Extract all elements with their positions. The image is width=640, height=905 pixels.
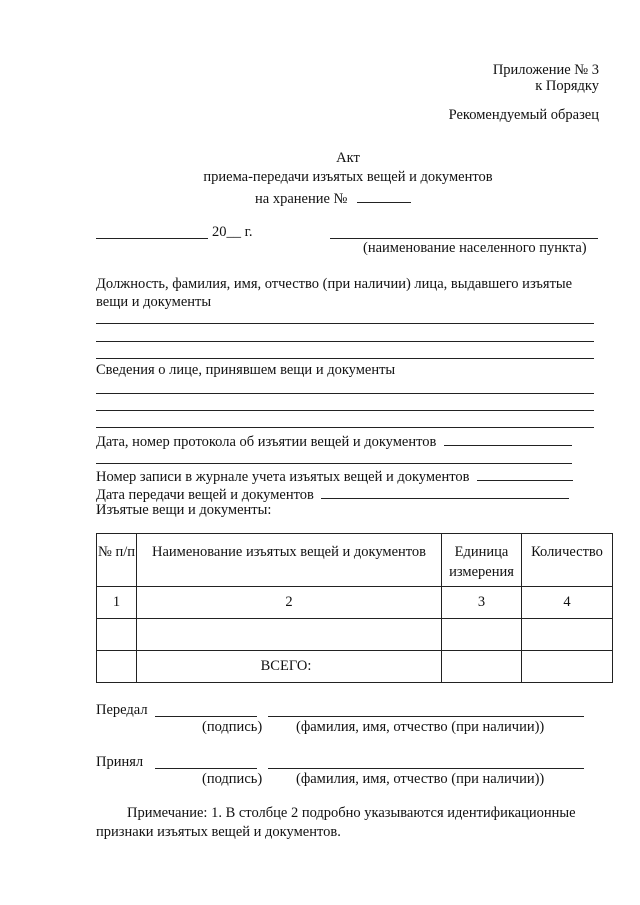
recommended-sample: Рекомендуемый образец xyxy=(448,107,599,123)
day-month-field[interactable] xyxy=(96,238,208,239)
storage-number-label: на хранение № xyxy=(255,191,348,207)
table-row xyxy=(97,587,613,619)
empty-cell xyxy=(97,651,137,683)
appendix-number: Приложение № 3 xyxy=(492,62,599,78)
col-number-2: 2 xyxy=(137,587,442,619)
journal-label xyxy=(96,466,573,486)
handed-sign-caption: (подпись) xyxy=(202,719,263,735)
title-subject: приема-передачи изъятых вещей и документов xyxy=(203,169,493,185)
handed-name-field[interactable] xyxy=(268,716,584,717)
empty-cell[interactable] xyxy=(442,619,522,651)
table-total-row xyxy=(97,651,613,683)
journal-field[interactable] xyxy=(477,466,573,481)
title-act: Акт xyxy=(336,150,360,166)
receiver-field-1[interactable] xyxy=(96,393,594,394)
handed-name-caption: (фамилия, имя, отчество (при наличии)) xyxy=(296,719,545,735)
transfer-date-label xyxy=(96,484,569,504)
items-table xyxy=(96,533,613,683)
received-signature-field[interactable] xyxy=(155,768,257,769)
header-unit: Единица измерения xyxy=(442,534,522,587)
appendix-reference: к Порядку xyxy=(535,78,599,94)
received-sign-caption: (подпись) xyxy=(202,771,263,787)
journal-label-text: Номер записи в журнале учета изъятых вещей и документов xyxy=(96,469,470,485)
received-label: Принял xyxy=(96,754,144,770)
items-label: Изъятые вещи и документы: xyxy=(96,502,272,518)
total-quantity-cell[interactable] xyxy=(522,651,613,683)
issuer-label-line1: Должность, фамилия, имя, отчество (при наличии) лица, выдавшего изъятые xyxy=(96,276,573,292)
year-text: 20__ г. xyxy=(212,224,253,240)
table-row xyxy=(97,619,613,651)
total-label: ВСЕГО: xyxy=(137,651,442,683)
issuer-label-line2: вещи и документы xyxy=(96,294,212,310)
title-storage-number xyxy=(255,188,411,208)
header-number: № п/п xyxy=(97,534,137,587)
total-unit-cell[interactable] xyxy=(442,651,522,683)
received-name-caption: (фамилия, имя, отчество (при наличии)) xyxy=(296,771,545,787)
handed-label: Передал xyxy=(96,702,148,718)
protocol-field-2[interactable] xyxy=(96,463,572,464)
col-number-1: 1 xyxy=(97,587,137,619)
storage-number-field[interactable] xyxy=(357,188,411,203)
protocol-label xyxy=(96,431,572,451)
issuer-field-3[interactable] xyxy=(96,358,594,359)
table-header-row xyxy=(97,534,613,587)
header-quantity: Количество xyxy=(522,534,613,587)
empty-cell[interactable] xyxy=(137,619,442,651)
receiver-field-2[interactable] xyxy=(96,410,594,411)
protocol-field[interactable] xyxy=(444,431,572,446)
col-number-3: 3 xyxy=(442,587,522,619)
transfer-date-label-text: Дата передачи вещей и документов xyxy=(96,487,314,503)
col-number-4: 4 xyxy=(522,587,613,619)
issuer-field-2[interactable] xyxy=(96,341,594,342)
protocol-label-text: Дата, номер протокола об изъятии вещей и документов xyxy=(96,434,437,450)
note-line1: Примечание: 1. В столбце 2 подробно указываются идентификационные xyxy=(127,805,576,821)
place-caption: (наименование населенного пункта) xyxy=(363,240,587,256)
empty-cell[interactable] xyxy=(522,619,613,651)
transfer-date-field[interactable] xyxy=(321,484,569,499)
note-line2: признаки изъятых вещей и документов. xyxy=(96,824,341,840)
place-field[interactable] xyxy=(330,238,598,239)
issuer-field-1[interactable] xyxy=(96,323,594,324)
header-name: Наименование изъятых вещей и документов xyxy=(137,534,442,587)
receiver-label: Сведения о лице, принявшем вещи и документы xyxy=(96,362,396,378)
received-name-field[interactable] xyxy=(268,768,584,769)
empty-cell[interactable] xyxy=(97,619,137,651)
handed-signature-field[interactable] xyxy=(155,716,257,717)
receiver-field-3[interactable] xyxy=(96,427,594,428)
